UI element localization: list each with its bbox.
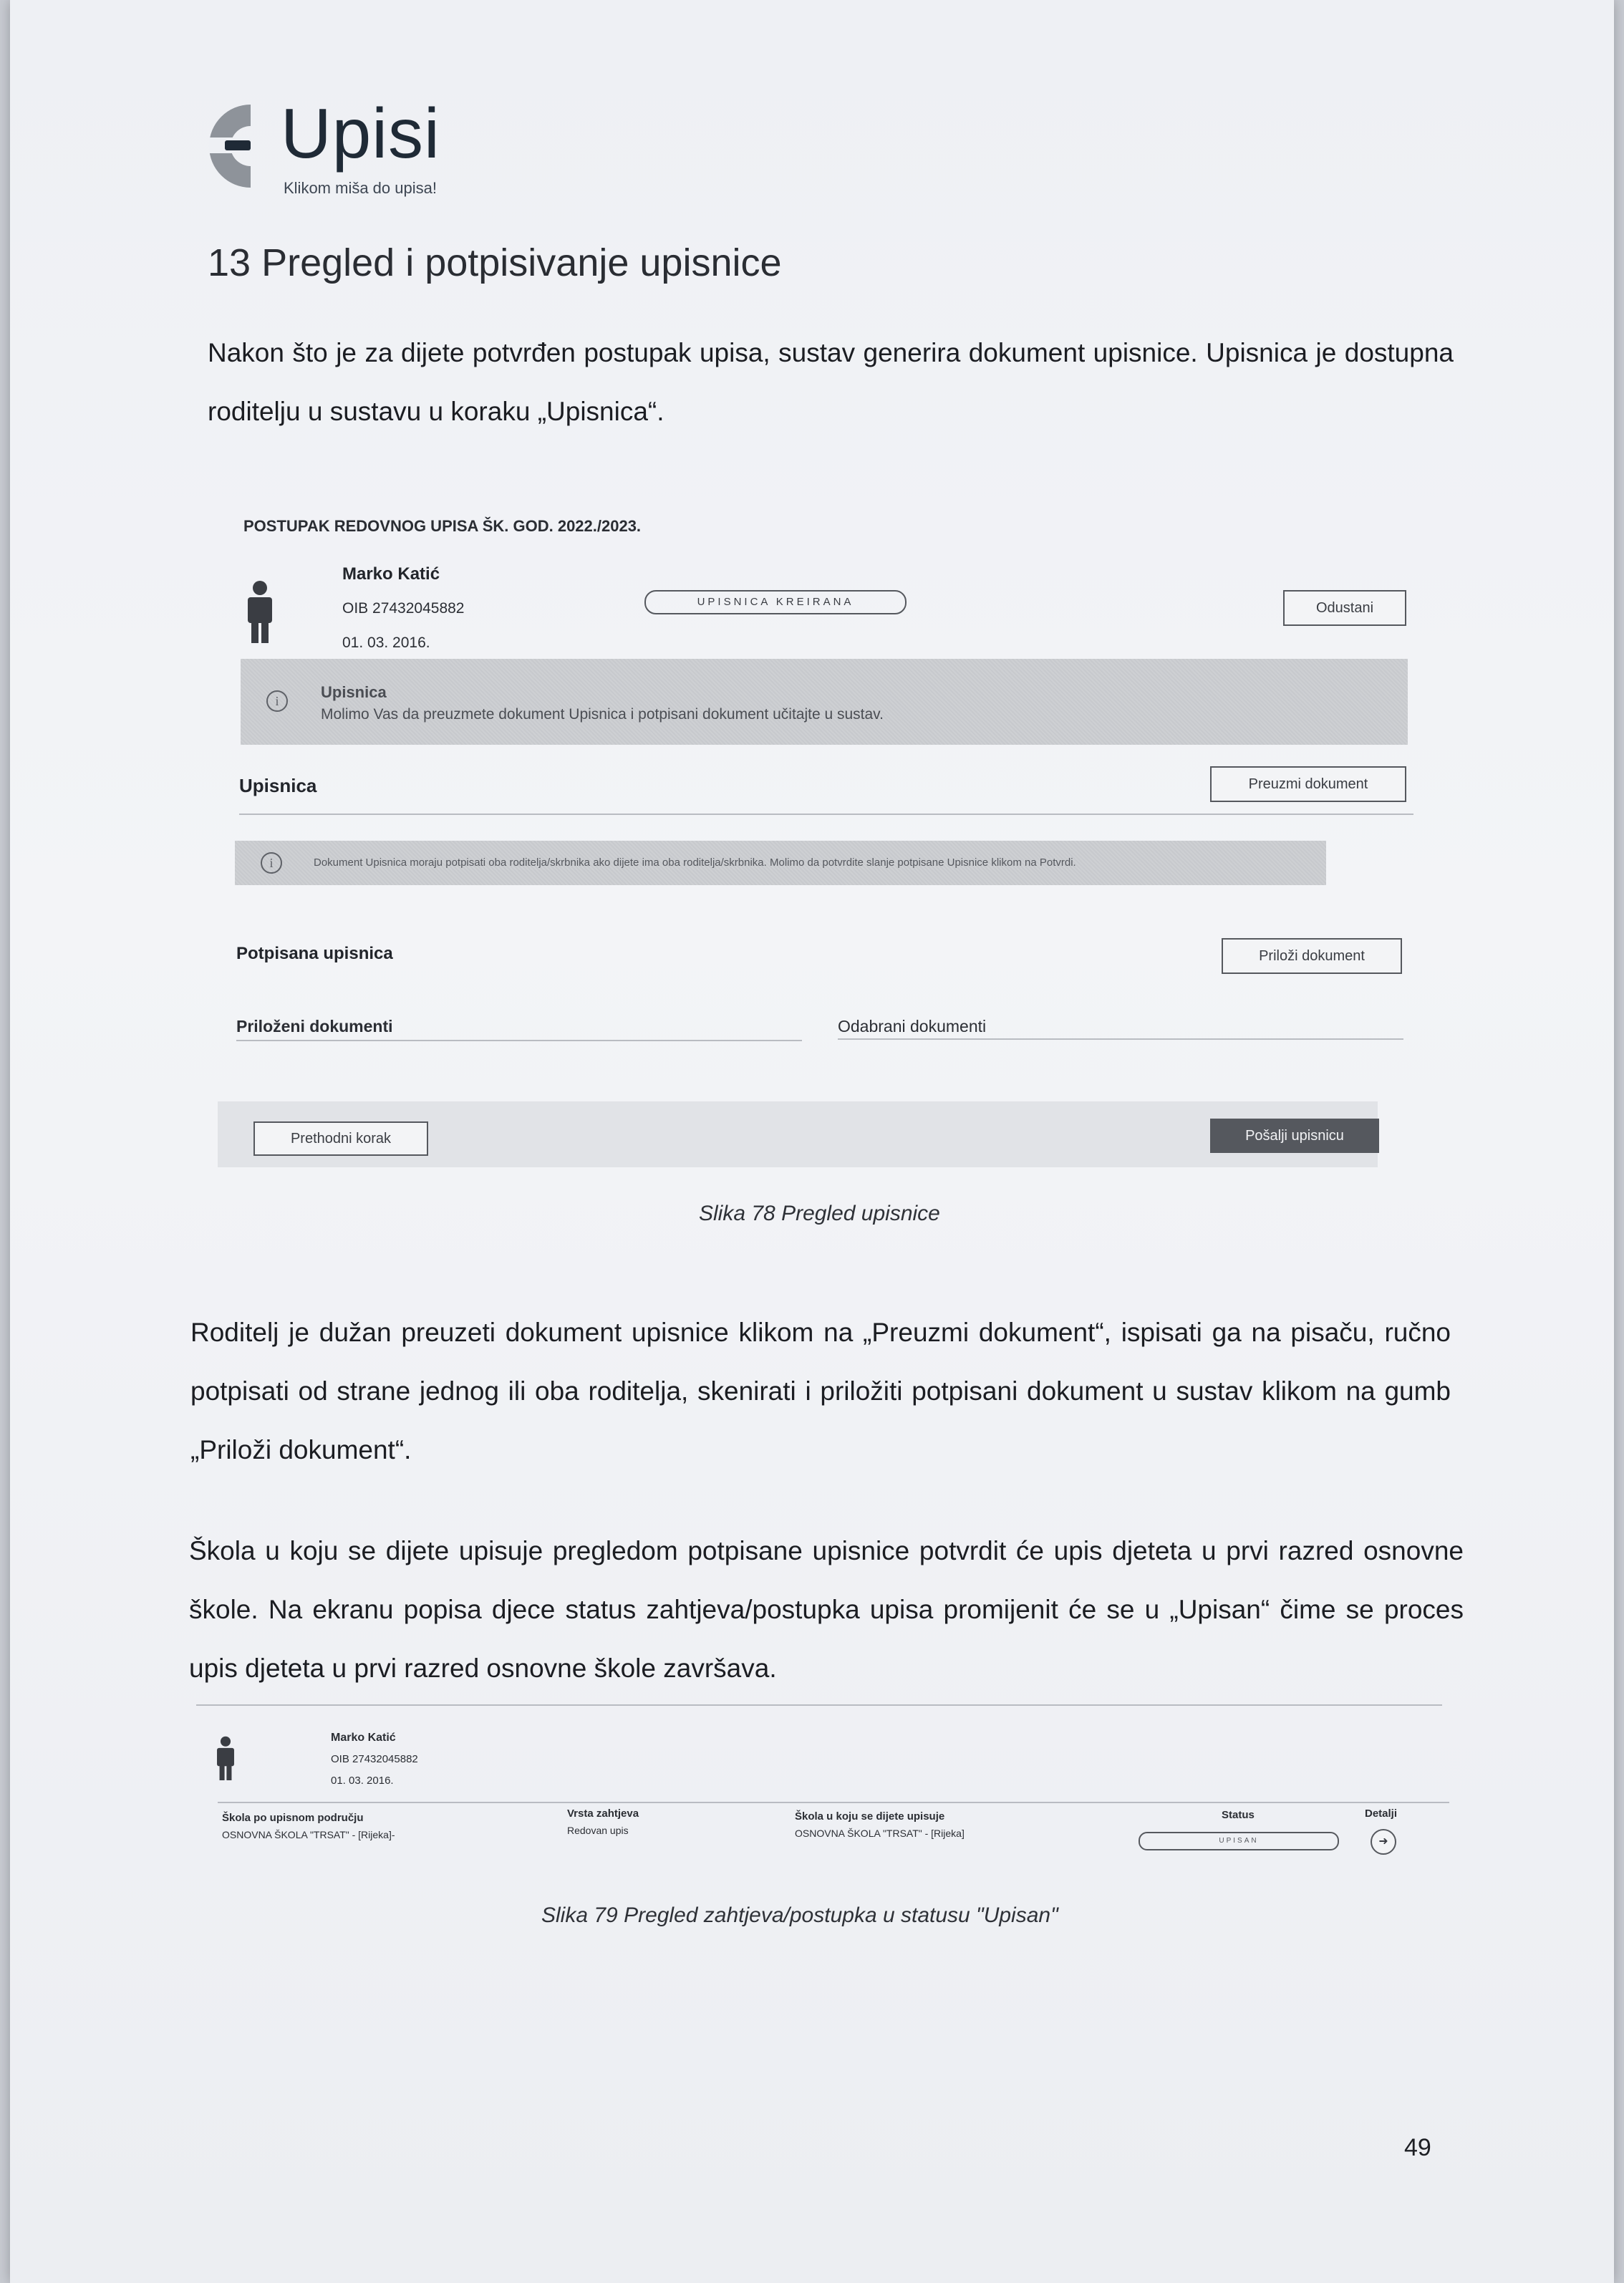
- attach-document-button[interactable]: Priloži dokument: [1222, 938, 1402, 974]
- logo-tagline: Klikom miša do upisa!: [284, 179, 437, 197]
- paragraph-school-confirmation: Škola u koju se dijete upisuje pregledom potpisane upisnice potvrdit će upis djeteta u prvi razred osnovne škole. Na ekranu popisa djece status zahtjeva/postupka upisa promijenit će se u „Upisan“ čime se proces upis djeteta u prvi razred osnovne škole završava.: [189, 1536, 1464, 1683]
- process-title: POSTUPAK REDOVNOG UPISA ŠK. GOD. 2022./2023.: [243, 517, 642, 535]
- info-box-upisnica: [241, 659, 1408, 745]
- figure-upisnica-screenshot: [218, 501, 1428, 1167]
- upisnica-label: Upisnica: [239, 775, 317, 796]
- details-arrow-button[interactable]: ➜: [1371, 1829, 1396, 1855]
- selected-documents-label: Odabrani dokumenti: [838, 1017, 987, 1036]
- child-person-icon: [213, 1736, 238, 1780]
- info-text: Molimo Vas da preuzmete dokument Upisnica i potpisani dokument učitajte u sustav.: [321, 706, 884, 723]
- paragraph-parent-instructions: Roditelj je dužan preuzeti dokument upisnice klikom na „Preuzmi dokument“, ispisati ga na pisaču, ručno potpisati od strane jednog ili oba roditelja, skenirati i priložiti potpisani dokument u sustav klikom na gumb „Priloži dokument“.: [190, 1318, 1451, 1464]
- divider: [218, 1802, 1449, 1803]
- child-name: Marko Katić: [331, 1732, 396, 1744]
- signed-upisnica-label: Potpisana upisnica: [236, 944, 393, 963]
- figure-caption: Slika 79 Pregled zahtjeva/postupka u statusu "Upisan": [541, 1903, 1058, 1927]
- status-badge: UPISNICA KREIRANA: [644, 590, 907, 614]
- previous-step-button[interactable]: Prethodni korak: [253, 1121, 428, 1156]
- child-birthdate: 01. 03. 2016.: [331, 1775, 394, 1787]
- page-number: 49: [1404, 2134, 1431, 2161]
- section-heading: 13 Pregled i potpisivanje upisnice: [208, 241, 782, 284]
- child-person-icon: [243, 580, 276, 643]
- divider: [196, 1704, 1442, 1706]
- download-document-button[interactable]: Preuzmi dokument: [1210, 766, 1406, 802]
- column-header-details: Detalji: [1365, 1807, 1398, 1820]
- target-school-value: OSNOVNA ŠKOLA "TRSAT" - [Rijeka]: [795, 1828, 965, 1839]
- divider: [838, 1038, 1403, 1040]
- figure-caption: Slika 78 Pregled upisnice: [699, 1202, 940, 1225]
- divider: [236, 1040, 802, 1041]
- child-oib: OIB 27432045882: [342, 600, 465, 617]
- info-title: Upisnica: [321, 683, 387, 701]
- attached-documents-label: Priloženi dokumenti: [236, 1017, 393, 1036]
- logo-wordmark: Upisi: [281, 94, 440, 173]
- child-birthdate: 01. 03. 2016.: [342, 634, 430, 651]
- paragraph-intro: Nakon što je za dijete potvrđen postupak upisa, sustav generira dokument upisnice. Upisnica je dostupna roditelju u sustavu u koraku „Upisnica“.: [208, 338, 1454, 426]
- document-page: [10, 0, 1614, 2283]
- info-icon: i: [261, 852, 282, 874]
- child-oib: OIB 27432045882: [331, 1753, 418, 1765]
- column-header-target-school: Škola u koju se dijete upisuje: [795, 1810, 945, 1823]
- send-upisnica-button[interactable]: Pošalji upisnicu: [1210, 1119, 1379, 1153]
- info-box-signature-note: [235, 841, 1326, 885]
- column-header-area-school: Škola po upisnom području: [222, 1812, 364, 1824]
- divider: [239, 814, 1413, 815]
- status-badge: UPISAN: [1139, 1832, 1339, 1850]
- cancel-button[interactable]: Odustani: [1283, 590, 1406, 626]
- info-text: Dokument Upisnica moraju potpisati oba roditelja/skrbnika ako dijete ima oba roditelja/skrbnika. Molimo da potvrdite slanje potpisane Upisnice klikom na Potvrdi.: [314, 856, 1076, 869]
- info-icon: i: [266, 690, 288, 712]
- column-header-request-type: Vrsta zahtjeva: [567, 1807, 639, 1820]
- figure-upisan-status-screenshot: [189, 1704, 1449, 1876]
- column-header-status: Status: [1222, 1809, 1255, 1821]
- child-name: Marko Katić: [342, 564, 440, 584]
- request-type-value: Redovan upis: [567, 1825, 629, 1836]
- area-school-value: OSNOVNA ŠKOLA "TRSAT" - [Rijeka]-: [222, 1829, 395, 1840]
